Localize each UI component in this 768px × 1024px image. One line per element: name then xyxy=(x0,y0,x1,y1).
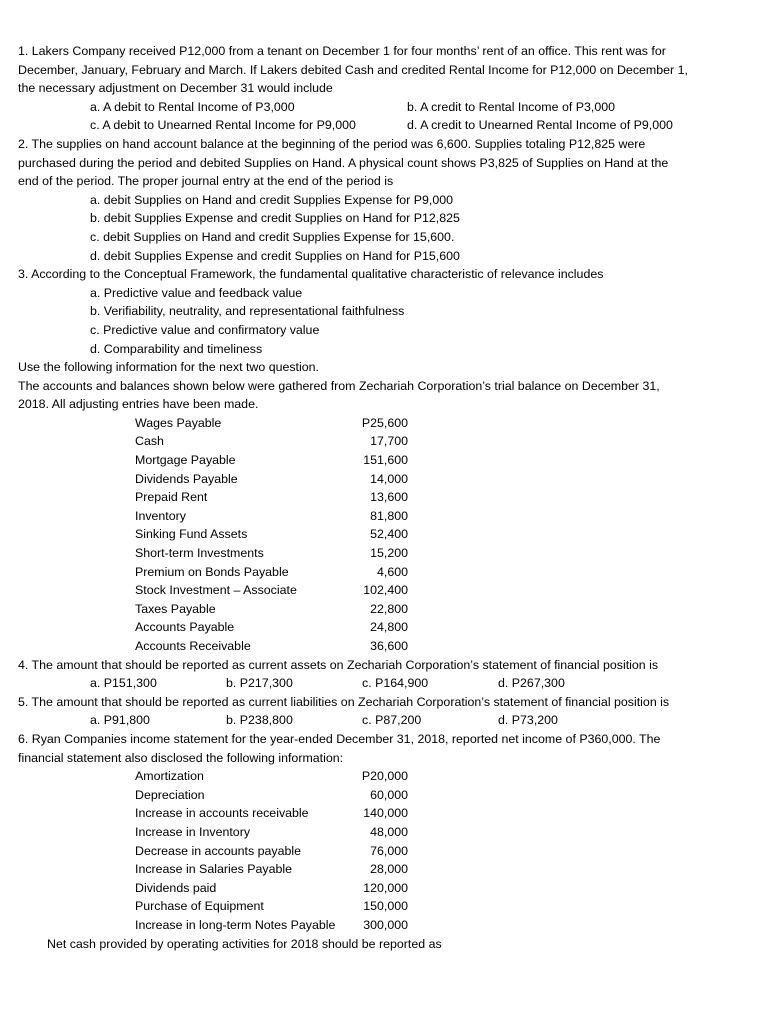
account-balance: 36,600 xyxy=(370,639,408,653)
option-row xyxy=(18,116,753,135)
item-name: Increase in Salaries Payable xyxy=(135,862,293,877)
account-name: Taxes Payable xyxy=(135,601,216,616)
question-text: 5. The amount that should be reported as current liabilities on Zechariah Corporation’s statement of financial position is xyxy=(18,694,670,709)
cash-flow-items-table xyxy=(18,767,753,934)
account-name: Wages Payable xyxy=(135,415,222,430)
option-d: d. P73,200 xyxy=(498,713,558,728)
table-row xyxy=(18,451,753,470)
table-row xyxy=(18,600,753,619)
item-amount: 150,000 xyxy=(363,899,408,914)
account-name: Short-term Investments xyxy=(135,546,264,561)
option-row xyxy=(18,711,753,730)
account-balance: 22,800 xyxy=(370,601,408,616)
option-a: a. P91,800 xyxy=(90,713,150,728)
item-name: Decrease in accounts payable xyxy=(135,843,301,858)
account-name: Accounts Payable xyxy=(135,620,235,635)
item-name: Increase in Inventory xyxy=(135,824,251,839)
item-amount: 28,000 xyxy=(370,862,408,877)
question-3 xyxy=(18,265,753,358)
intro-text: Use the following information for the next two question. xyxy=(18,360,319,375)
option-b: b. Verifiability, neutrality, and representational faithfulness xyxy=(90,304,405,319)
item-name: Increase in accounts receivable xyxy=(135,806,309,821)
table-row xyxy=(18,842,753,861)
account-name: Accounts Receivable xyxy=(135,639,251,653)
question-text: Net cash provided by operating activities for 2018 should be reported as xyxy=(47,936,442,951)
exam-document xyxy=(18,42,753,953)
option-row xyxy=(18,98,753,117)
table-row xyxy=(18,916,753,935)
option-b: b. P238,800 xyxy=(226,713,293,728)
account-balance: 4,600 xyxy=(376,564,408,579)
table-row xyxy=(18,432,753,451)
account-name: Stock Investment – Associate xyxy=(135,583,297,598)
item-amount: 120,000 xyxy=(363,880,408,895)
question-text: December, January, February and March. If Lakers debited Cash and credited Rental Income for P12,000 on December 1, xyxy=(18,62,688,77)
option-a: a. A debit to Rental Income of P3,000 xyxy=(90,99,295,114)
shared-info-intro xyxy=(18,358,753,414)
account-balance: 52,400 xyxy=(370,527,408,542)
table-row xyxy=(18,637,753,656)
option-d: d. debit Supplies Expense and credit Supplies on Hand for P15,600 xyxy=(90,248,460,263)
question-text: purchased during the period and debited Supplies on Hand. A physical count shows P3,825 of Supplies on Hand at the xyxy=(18,155,669,170)
account-balance: 151,600 xyxy=(363,453,408,468)
account-balance: 81,800 xyxy=(370,508,408,523)
intro-text: 2018. All adjusting entries have been made. xyxy=(18,397,259,412)
table-row xyxy=(18,786,753,805)
account-balance: 15,200 xyxy=(370,546,408,561)
table-row xyxy=(18,767,753,786)
question-text: 2. The supplies on hand account balance at the beginning of the period was 6,600. Supplies totaling P12,825 were xyxy=(18,136,646,151)
table-row xyxy=(18,897,753,916)
item-amount: P20,000 xyxy=(361,769,408,784)
table-row xyxy=(18,618,753,637)
option-c: c. P164,900 xyxy=(362,676,429,691)
question-5 xyxy=(18,693,753,730)
question-1 xyxy=(18,42,753,135)
table-row xyxy=(18,544,753,563)
table-row xyxy=(18,879,753,898)
question-2 xyxy=(18,135,753,265)
table-row xyxy=(18,488,753,507)
table-row xyxy=(18,581,753,600)
option-c: c. A debit to Unearned Rental Income for P9,000 xyxy=(90,118,356,133)
trial-balance-table xyxy=(18,414,753,656)
option-a: a. debit Supplies on Hand and credit Supplies Expense for P9,000 xyxy=(90,192,454,207)
account-balance: P25,600 xyxy=(361,415,408,430)
intro-text: The accounts and balances shown below were gathered from Zechariah Corporation’s trial balance on December 31, xyxy=(18,378,660,393)
table-row xyxy=(18,860,753,879)
option-b: b. P217,300 xyxy=(226,676,293,691)
item-amount: 48,000 xyxy=(370,824,408,839)
account-name: Sinking Fund Assets xyxy=(135,527,248,542)
table-row xyxy=(18,414,753,433)
question-text: the necessary adjustment on December 31 would include xyxy=(18,81,333,96)
item-name: Amortization xyxy=(135,769,204,784)
table-row xyxy=(18,823,753,842)
option-d: d. Comparability and timeliness xyxy=(90,341,263,356)
table-row xyxy=(18,804,753,823)
account-balance: 14,000 xyxy=(370,471,408,486)
item-amount: 140,000 xyxy=(363,806,408,821)
option-c: c. P87,200 xyxy=(362,713,422,728)
account-balance: 102,400 xyxy=(363,583,408,598)
option-b: b. debit Supplies Expense and credit Supplies on Hand for P12,825 xyxy=(90,211,460,226)
question-text: 4. The amount that should be reported as current assets on Zechariah Corporation’s statement of financial position is xyxy=(18,657,659,672)
account-name: Premium on Bonds Payable xyxy=(135,564,289,579)
account-name: Mortgage Payable xyxy=(135,453,236,468)
account-name: Inventory xyxy=(135,508,186,523)
table-row xyxy=(18,470,753,489)
question-text: 6. Ryan Companies income statement for the year-ended December 31, 2018, reported net income of P360,000. The xyxy=(18,731,661,746)
question-text: 3. According to the Conceptual Framework, the fundamental qualitative characteristic of relevance includes xyxy=(18,267,604,282)
table-row xyxy=(18,563,753,582)
question-text: financial statement also disclosed the following information: xyxy=(18,750,344,765)
account-name: Cash xyxy=(135,434,164,449)
table-row xyxy=(18,525,753,544)
account-balance: 17,700 xyxy=(370,434,408,449)
account-name: Dividends Payable xyxy=(135,471,238,486)
item-name: Purchase of Equipment xyxy=(135,899,264,914)
question-4 xyxy=(18,656,753,693)
option-a: a. Predictive value and feedback value xyxy=(90,285,303,300)
option-a: a. P151,300 xyxy=(90,676,157,691)
item-name: Dividends paid xyxy=(135,880,217,895)
item-amount: 60,000 xyxy=(370,787,408,802)
option-row xyxy=(18,674,753,693)
question-text: 1. Lakers Company received P12,000 from a tenant on December 1 for four months’ rent of an office. This rent was for xyxy=(18,44,666,58)
account-name: Prepaid Rent xyxy=(135,490,208,505)
question-text: end of the period. The proper journal entry at the end of the period is xyxy=(18,174,394,189)
item-amount: 300,000 xyxy=(363,917,408,932)
option-b: b. A credit to Rental Income of P3,000 xyxy=(407,99,616,114)
option-c: c. debit Supplies on Hand and credit Supplies Expense for 15,600. xyxy=(90,229,455,244)
account-balance: 24,800 xyxy=(370,620,408,635)
item-amount: 76,000 xyxy=(370,843,408,858)
item-name: Increase in long-term Notes Payable xyxy=(135,917,336,932)
account-balance: 13,600 xyxy=(370,490,408,505)
option-d: d. P267,300 xyxy=(498,676,565,691)
option-c: c. Predictive value and confirmatory value xyxy=(90,322,320,337)
question-6 xyxy=(18,730,753,953)
item-name: Depreciation xyxy=(135,787,205,802)
table-row xyxy=(18,507,753,526)
option-d: d. A credit to Unearned Rental Income of P9,000 xyxy=(407,118,673,133)
